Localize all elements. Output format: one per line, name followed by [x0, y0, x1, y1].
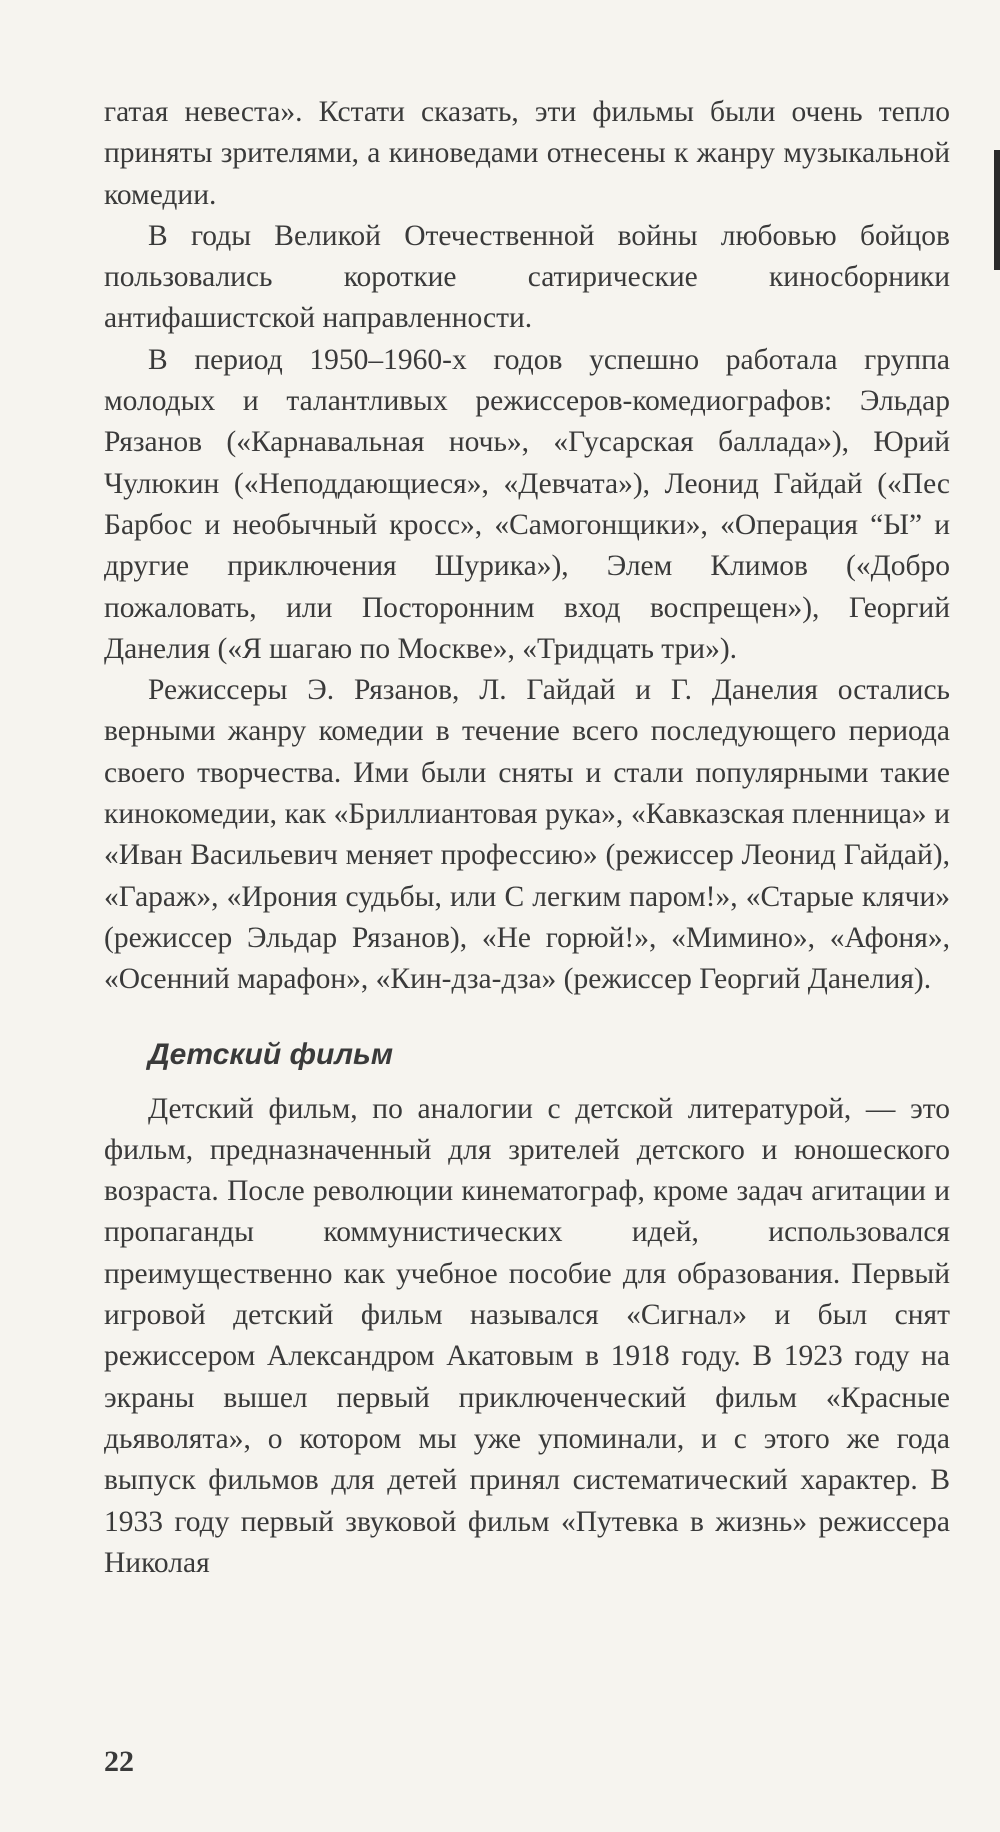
- page-edge-mark: [994, 150, 1000, 270]
- paragraph-war-years: В годы Великой Отечественной войны любовью бойцов пользовались короткие сатирические киносборники антифашистской направленности.: [104, 219, 950, 335]
- paragraph-directors: Режиссеры Э. Рязанов, Л. Гайдай и Г. Данелия остались верными жанру комедии в течение всего последующего периода своего творчества. Ими были сняты и стали популярными такие кинокомедии, как «Бриллиантовая рука», «Кавказская пленница» и «Иван Васильевич меняет профессию» (режиссер Леонид Гайдай), «Гараж», «Ирония судьбы, или С легким паром!», «Старые клячи» (режиссер Эльдар Рязанов), «Не горюй!», «Мимино», «Афоня», «Осенний марафон», «Кин-дза-дза» (режиссер Георгий Данелия).: [104, 674, 950, 996]
- paragraph-continuation: гатая невеста». Кстати сказать, эти фильмы были очень тепло приняты зрителями, а киноведами отнесены к жанру музыкальной комедии.: [104, 96, 950, 211]
- paragraph-children-film: Детский фильм, по аналогии с детской литературой, — это фильм, предназначенный для зрителей детского и юношеского возраста. После революции кинематограф, кроме задач агитации и пропаганды коммунистических идей, использовался преимущественно как учебное пособие для образования. Первый игровой детский фильм назывался «Сигнал» и был снят режиссером Александром Акатовым в 1918 году. В 1923 году на экраны вышел первый приключенческий фильм «Красные дьяволята», о котором мы уже упоминали, и с этого же года выпуск фильмов для детей принял систематический характер. В 1933 году первый звуковой фильм «Путевка в жизнь» режиссера Николая: [104, 1092, 950, 1579]
- paragraph-1950-1960: В период 1950–1960-х годов успешно работала группа молодых и талантливых режиссеров-комедиографов: Эльдар Рязанов («Карнавальная ночь», «Гусарская баллада»), Юрий Чулюкин («Неподдающиеся», «Девчата»), Леонид Гайдай («Пес Барбос и необычный кросс», «Самогонщики», «Операция “Ы” и другие приключения Шурика»), Элем Климов («Добро пожаловать, или Посторонним вход воспрещен»), Георгий Данелия («Я шагаю по Москве», «Тридцать три»).: [104, 343, 950, 665]
- section-heading: Детский фильм: [148, 1037, 394, 1071]
- page-number: 22: [104, 1745, 134, 1778]
- page-body: [104, 92, 950, 1584]
